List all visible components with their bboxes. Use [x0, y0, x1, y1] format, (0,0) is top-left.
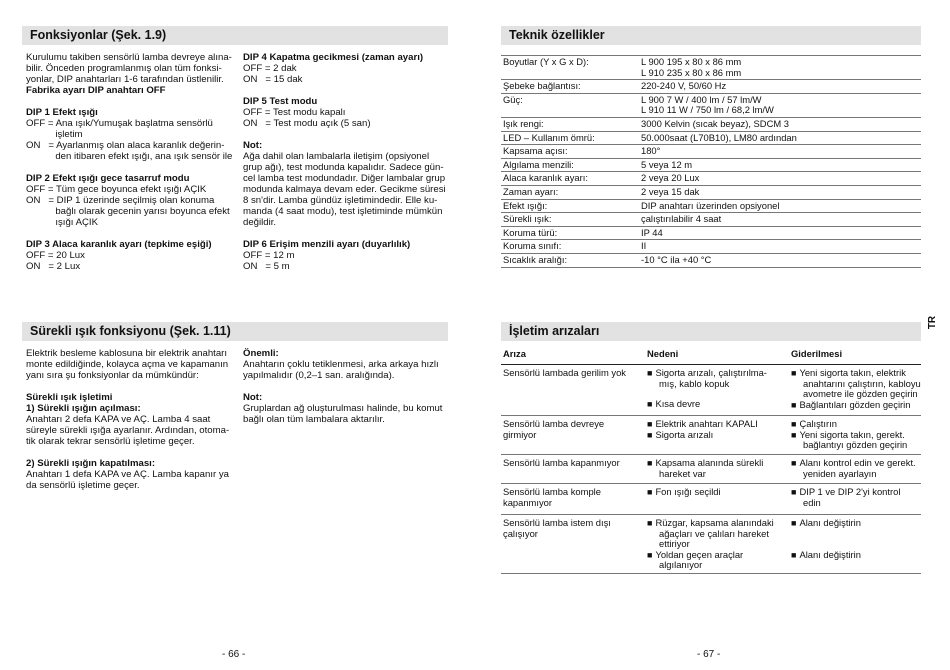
language-tab — [927, 310, 944, 336]
spec-row: Koruma sınıfı: II — [501, 240, 921, 254]
dip5-title: DIP 5 Test modu — [243, 96, 318, 107]
note-title: Not: — [243, 392, 263, 403]
continuous-heading: Sürekli ışık işletimi — [26, 392, 113, 403]
spec-row: Algılama menzili: 5 veya 12 m — [501, 158, 921, 172]
page-number-right: - 67 - — [697, 649, 721, 660]
spec-row: Alaca karanlık ayarı: 2 veya 20 Lux — [501, 172, 921, 186]
fault-row: Sensörlü lamba kapanmıyor ■ Kapsama alanında sürekli hareket var ■ Alanı kontrol edin ve gerekt. yeniden ayarlayın — [501, 455, 921, 484]
spec-row: Güç: L 900 7 W / 400 lm / 57 lm/W L 910 11 W / 750 lm / 68,2 lm/W — [501, 93, 921, 117]
section-title: Sürekli ışık fonksiyonu (Şek. 1.11) — [30, 324, 231, 338]
spec-row: Kapsama açısı: 180° — [501, 145, 921, 159]
spec-row: Efekt ışığı: DIP anahtarı üzerinden opsiyonel — [501, 199, 921, 213]
note-title: Not: — [243, 140, 263, 151]
section-title: Fonksiyonlar (Şek. 1.9) — [30, 28, 167, 42]
dip6-title: DIP 6 Erişim menzili ayarı (duyarlılık) — [243, 239, 411, 250]
continuous-off-heading: 2) Sürekli ışığın kapatılması: — [26, 458, 156, 469]
dip3-title: DIP 3 Alaca karanlık ayarı (tepkime eşiği) — [26, 239, 212, 250]
spec-table — [501, 55, 921, 268]
fault-table — [501, 346, 921, 574]
functions-left-column: Kurulumu takiben sensörlü lamba devreye alına- bilir. Önceden programlanmış olan tüm fonksi- yonlar, DIP anahtarları 1-6 tarafından üstlenilir. Fabrika ayarı DIP anahtarı OFF DIP 1 Efekt ışığı OFF = Ana ışık/Yumuşak başlatma sensörlü işletim ON = Ayarlanmış olan alaca karanlık değerin- den itibaren efekt ışığı, ana ışık sensör ile DIP 2 Efekt ışığı gece tasarruf modu OFF = Tüm gece boyunca efekt ışığı AÇIK ON = DIP 1 üzerinde seçilmiş olan konuma bağlı olarak gecenin yarısı boyunca efekt ışığı AÇIK DIP 3 Alaca karanlık ayarı (tepkime eşiği) OFF = 20 Lux ON = 2 Lux — [26, 52, 236, 272]
section-header-continuous-light — [22, 322, 448, 341]
section-header-faults — [501, 322, 921, 341]
spec-row: Sürekli ışık: çalıştırılabilir 4 saat — [501, 213, 921, 227]
continuous-on-heading: 1) Sürekli ışığın açılması: — [26, 403, 141, 414]
page-number-left: - 66 - — [222, 649, 246, 660]
language-tab-label: TR — [927, 315, 939, 330]
col-fault: Arıza — [503, 348, 526, 359]
dip2-title: DIP 2 Efekt ışığı gece tasarruf modu — [26, 173, 190, 184]
section-title: İşletim arızaları — [509, 324, 600, 338]
continuous-right-column: Önemli: Anahtarın çoklu tetiklenmesi, arka arkaya hızlı yapılmalıdır (0,2–1 san. aralığında). Not: Gruplardan ağ oluşturulması halinde, bu komut bağlı olan tüm lambalara aktarılır. — [243, 348, 453, 425]
spec-row: Şebeke bağlantısı: 220-240 V, 50/60 Hz — [501, 80, 921, 94]
col-cause: Nedeni — [647, 348, 679, 359]
section-header-functions — [22, 26, 448, 45]
spec-row: Zaman ayarı: 2 veya 15 dak — [501, 185, 921, 199]
section-header-technical-specs — [501, 26, 921, 45]
fault-row: Sensörlü lamba devreye girmiyor ■ Elektrik anahtarı KAPALI ■ Sigorta arızalı ■ Çalıştırın ■ Yeni sigorta takın, gerekt. bağlantıyı gözden geçirin — [501, 416, 921, 455]
fault-row: Sensörlü lamba istem dışı çalışıyor ■ Rüzgar, kapsama alanındaki ağaçları ve çalıları hareket ettiriyor ■ Yoldan geçen araçlar algılanıyor ■ Alanı değiştirin ■ Alanı değiştirin — [501, 515, 921, 574]
fault-header-row — [501, 346, 921, 365]
spec-row: Işık rengi: 3000 Kelvin (sıcak beyaz), SDCM 3 — [501, 117, 921, 131]
spec-row: Koruma türü: IP 44 — [501, 226, 921, 240]
continuous-left-column: Elektrik besleme kablosuna bir elektrik anahtarı monte edildiğinde, kolayca açma ve kapamanın yanı sıra şu fonksiyonlar da mümkündür: Sürekli ışık işletimi 1) Sürekli ışığın açılması: Anahtarı 2 defa KAPA ve AÇ. Lamba 4 saat süreyle sürekli ışığa ayarlanır. Ardından, otoma- tik olarak tekrar sensörlü işletime geçer. 2) Sürekli ışığın kapatılması: Anahtarı 1 defa KAPA ve AÇ. Lamba kapanır ya da sensörlü işletime geçer. — [26, 348, 241, 491]
functions-right-column: DIP 4 Kapatma gecikmesi (zaman ayarı) OFF = 2 dak ON = 15 dak DIP 5 Test modu OFF = Test modu kapalı ON = Test modu açık (5 san) Not: Ağa dahil olan lambalarla iletişim (opsiyonel grup ağı), test modunda kapalıdır. Sadece gün- cel lamba test modundadır. Diğer lambalar grup modunda kalmaya devam eder. Gecikme süresi 8 sn'dir. Lamba gündüz işletimindedir. Elle ku- manda (4 saat modu), test işletiminde mümkün değildir. DIP 6 Erişim menzili ayarı (duyarlılık) OFF = 12 m ON = 5 m — [243, 52, 453, 272]
fault-row: Sensörlü lamba komple kapanmıyor ■ Fon ışığı seçildi ■ DIP 1 ve DIP 2'yi kontrol edin — [501, 484, 921, 515]
spec-row: LED – Kullanım ömrü: 50.000saat (L70B10), LM80 ardından — [501, 131, 921, 145]
dip4-title: DIP 4 Kapatma gecikmesi (zaman ayarı) — [243, 52, 424, 63]
spec-row: Sıcaklık aralığı: -10 °C ila +40 °C — [501, 253, 921, 267]
dip1-title: DIP 1 Efekt ışığı — [26, 107, 98, 118]
spec-row: Boyutlar (Y x G x D): L 900 195 x 80 x 86 mm L 910 235 x 80 x 86 mm — [501, 56, 921, 80]
fault-row: Sensörlü lambada gerilim yok ■ Sigorta arızalı, çalıştırılma- mış, kablo kopuk ■ Kısa devre ■ Yeni sigorta takın, elektrik anahtarını çalıştırın, kabloyu avometre ile gözden geçirin ■ Bağlantıları gözden geçirin — [501, 365, 921, 416]
col-remedy: Giderilmesi — [791, 348, 843, 359]
important-title: Önemli: — [243, 348, 279, 359]
section-title: Teknik özellikler — [509, 28, 605, 42]
intro-text: Kurulumu takiben sensörlü lamba devreye alına- bilir. Önceden programlanmış olan tüm fonksi- yonlar, DIP anahtarları 1-6 tarafından üstlenilir. Fabrika ayarı DIP anahtarı OFF — [26, 52, 232, 96]
